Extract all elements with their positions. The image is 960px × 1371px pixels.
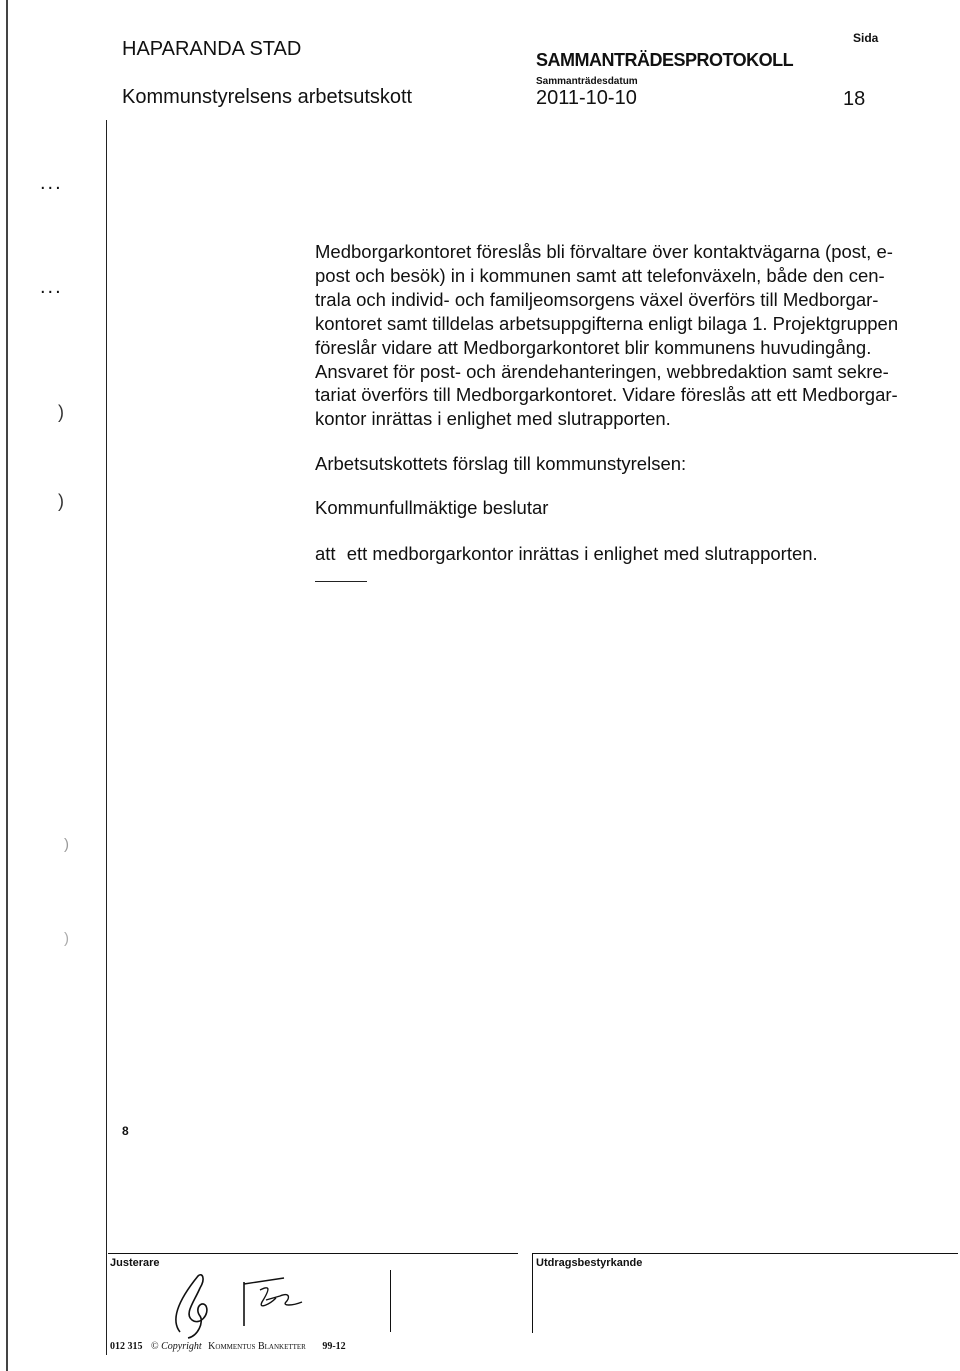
meeting-date: 2011-10-10: [536, 87, 637, 109]
form-code: 012 315: [110, 1341, 143, 1352]
proposal-heading: Arbetsutskottets förslag till kommunstyrelsen:: [315, 453, 687, 474]
paragraph-line: tariat överförs till Medborgarkontoret. Vidare föreslås att ett Medborgar-: [315, 384, 898, 406]
page-left-edge: [6, 0, 8, 1371]
margin-mark: ): [58, 491, 64, 511]
page-number: 18: [843, 88, 866, 110]
utdragsbestyrkande-label: Utdragsbestyrkande: [536, 1257, 643, 1269]
margin-mark: ): [64, 930, 69, 947]
document-type: SAMMANTRÄDESPROTOKOLL: [536, 50, 794, 70]
copyright-symbol: ©: [151, 1341, 159, 1352]
signature-initials-image: [140, 1262, 360, 1352]
paragraph-line: kontor inrättas i enlighet med slutrapporten.: [315, 408, 671, 430]
justerare-label: Justerare: [110, 1257, 160, 1269]
copyright-word: Copyright: [161, 1341, 202, 1352]
decision-clause: [315, 542, 940, 566]
publisher-name: Kommentus Blanketter: [208, 1341, 306, 1352]
form-version: 99-12: [322, 1341, 346, 1352]
paragraph-line: Medborgarkontoret föreslås bli förvaltare över kontaktvägarna (post, e-: [315, 241, 893, 262]
margin-ellipsis: ...: [40, 276, 63, 298]
footer-divider: [532, 1253, 533, 1333]
page-label: Sida: [853, 31, 879, 45]
paragraph-line: post och besök) in i kommunen samt att telefonväxeln, både den cen-: [315, 264, 885, 286]
footer-rule-left: [108, 1253, 518, 1254]
committee-name: Kommunstyrelsens arbetsutskott: [122, 86, 413, 108]
paragraph-line: kontoret samt tilldelas arbetsuppgifterna enligt bilaga 1. Projektgruppen: [315, 312, 899, 334]
organization-name: HAPARANDA STAD: [122, 38, 302, 60]
date-label: Sammanträdesdatum: [536, 76, 638, 87]
form-copyright-line: [110, 1341, 346, 1352]
paragraph-line: föreslår vidare att Medborgarkontoret blir kommunens huvudingång.: [315, 336, 872, 358]
decision-heading: Kommunfullmäktige beslutar: [315, 497, 549, 518]
main-paragraph: [315, 240, 940, 431]
margin-mark: ): [64, 836, 69, 853]
paragraph-line: trala och individ- och familjeomsorgens växel överförs till Medborgar-: [315, 288, 879, 310]
paragraph-line: Ansvaret för post- och ärendehanteringen, webbredaktion samt sekre-: [315, 360, 889, 382]
decision-text: ett medborgarkontor inrättas i enlighet med slutrapporten.: [346, 543, 818, 564]
footer-rule-right: [532, 1253, 958, 1254]
signature-divider: [390, 1270, 391, 1332]
margin-mark: ): [58, 402, 64, 422]
att-keyword: att: [315, 543, 336, 564]
sheet-number: 8: [122, 1124, 129, 1138]
end-rule: [315, 581, 367, 582]
margin-rule: [106, 120, 107, 1355]
margin-ellipsis: ...: [40, 172, 63, 194]
